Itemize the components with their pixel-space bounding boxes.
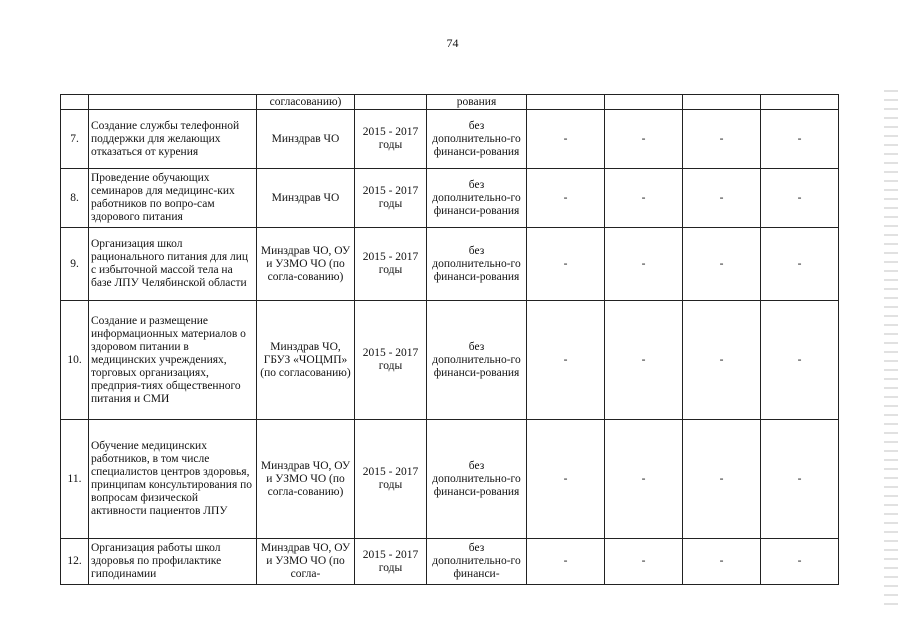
- cell-executor: Минздрав ЧО, ГБУЗ «ЧОЦМП» (по согласованию): [257, 301, 355, 420]
- cell-number: 10.: [61, 301, 89, 420]
- cell-term: 2015 - 2017 годы: [355, 169, 427, 228]
- cell-value: [761, 95, 839, 110]
- cell-term: [355, 95, 427, 110]
- cell-activity: [89, 95, 257, 110]
- cell-financing: рования: [427, 95, 527, 110]
- cell-value: -: [683, 420, 761, 539]
- table-row-continuation: [61, 95, 839, 110]
- cell-financing: без дополнительно-го финанси-рования: [427, 110, 527, 169]
- cell-term: 2015 - 2017 годы: [355, 420, 427, 539]
- cell-value: -: [761, 110, 839, 169]
- cell-value: -: [761, 301, 839, 420]
- cell-value: -: [761, 539, 839, 585]
- cell-term: 2015 - 2017 годы: [355, 539, 427, 585]
- page-number: 74: [446, 36, 459, 50]
- cell-value: -: [527, 420, 605, 539]
- cell-value: -: [605, 301, 683, 420]
- table-row: [61, 420, 839, 539]
- cell-value: -: [605, 420, 683, 539]
- cell-activity: Организация работы школ здоровья по профилактике гиподинамии: [89, 539, 257, 585]
- cell-financing: без дополнительно-го финанси-рования: [427, 420, 527, 539]
- table-row: [61, 539, 839, 585]
- cell-value: -: [527, 228, 605, 301]
- cell-value: -: [527, 539, 605, 585]
- cell-financing: без дополнительно-го финанси-: [427, 539, 527, 585]
- cell-financing: без дополнительно-го финанси-рования: [427, 169, 527, 228]
- scan-edge-marks: [884, 90, 898, 610]
- cell-number: 7.: [61, 110, 89, 169]
- cell-number: [61, 95, 89, 110]
- cell-activity: Обучение медицинских работников, в том числе специалистов центров здоровья, принципам консультирования по вопросам физической активности пациентов ЛПУ: [89, 420, 257, 539]
- cell-value: -: [761, 228, 839, 301]
- table-row: [61, 169, 839, 228]
- cell-term: 2015 - 2017 годы: [355, 110, 427, 169]
- cell-executor: согласованию): [257, 95, 355, 110]
- cell-value: -: [605, 110, 683, 169]
- table-row: [61, 228, 839, 301]
- cell-term: 2015 - 2017 годы: [355, 228, 427, 301]
- cell-value: -: [605, 228, 683, 301]
- cell-value: -: [605, 169, 683, 228]
- cell-term: 2015 - 2017 годы: [355, 301, 427, 420]
- cell-number: 11.: [61, 420, 89, 539]
- cell-value: -: [761, 420, 839, 539]
- cell-activity: Создание и размещение информационных материалов о здоровом питании в медицинских учреждениях, торговых организациях, предприя-тиях общественного питания и СМИ: [89, 301, 257, 420]
- cell-activity: Проведение обучающих семинаров для медицинс-ких работников по вопро-сам здорового питания: [89, 169, 257, 228]
- table-row: [61, 110, 839, 169]
- cell-number: 12.: [61, 539, 89, 585]
- table-row: [61, 301, 839, 420]
- cell-value: -: [527, 169, 605, 228]
- cell-value: -: [605, 539, 683, 585]
- cell-value: -: [683, 169, 761, 228]
- activities-table: [60, 94, 839, 585]
- cell-executor: Минздрав ЧО, ОУ и УЗМО ЧО (по согла-сованию): [257, 228, 355, 301]
- cell-value: -: [683, 301, 761, 420]
- cell-number: 9.: [61, 228, 89, 301]
- cell-executor: Минздрав ЧО, ОУ и УЗМО ЧО (по согла-: [257, 539, 355, 585]
- cell-number: 8.: [61, 169, 89, 228]
- cell-activity: Создание службы телефонной поддержки для желающих отказаться от курения: [89, 110, 257, 169]
- cell-value: [683, 95, 761, 110]
- cell-value: -: [683, 228, 761, 301]
- cell-financing: без дополнительно-го финанси-рования: [427, 301, 527, 420]
- cell-executor: Минздрав ЧО: [257, 110, 355, 169]
- cell-executor: Минздрав ЧО: [257, 169, 355, 228]
- cell-executor: Минздрав ЧО, ОУ и УЗМО ЧО (по согла-сованию): [257, 420, 355, 539]
- cell-value: [527, 95, 605, 110]
- cell-activity: Организация школ рационального питания для лиц с избыточной массой тела на базе ЛПУ Челябинской области: [89, 228, 257, 301]
- cell-value: [605, 95, 683, 110]
- cell-value: -: [761, 169, 839, 228]
- cell-value: -: [527, 301, 605, 420]
- cell-value: -: [683, 110, 761, 169]
- cell-financing: без дополнительно-го финанси-рования: [427, 228, 527, 301]
- cell-value: -: [683, 539, 761, 585]
- cell-value: -: [527, 110, 605, 169]
